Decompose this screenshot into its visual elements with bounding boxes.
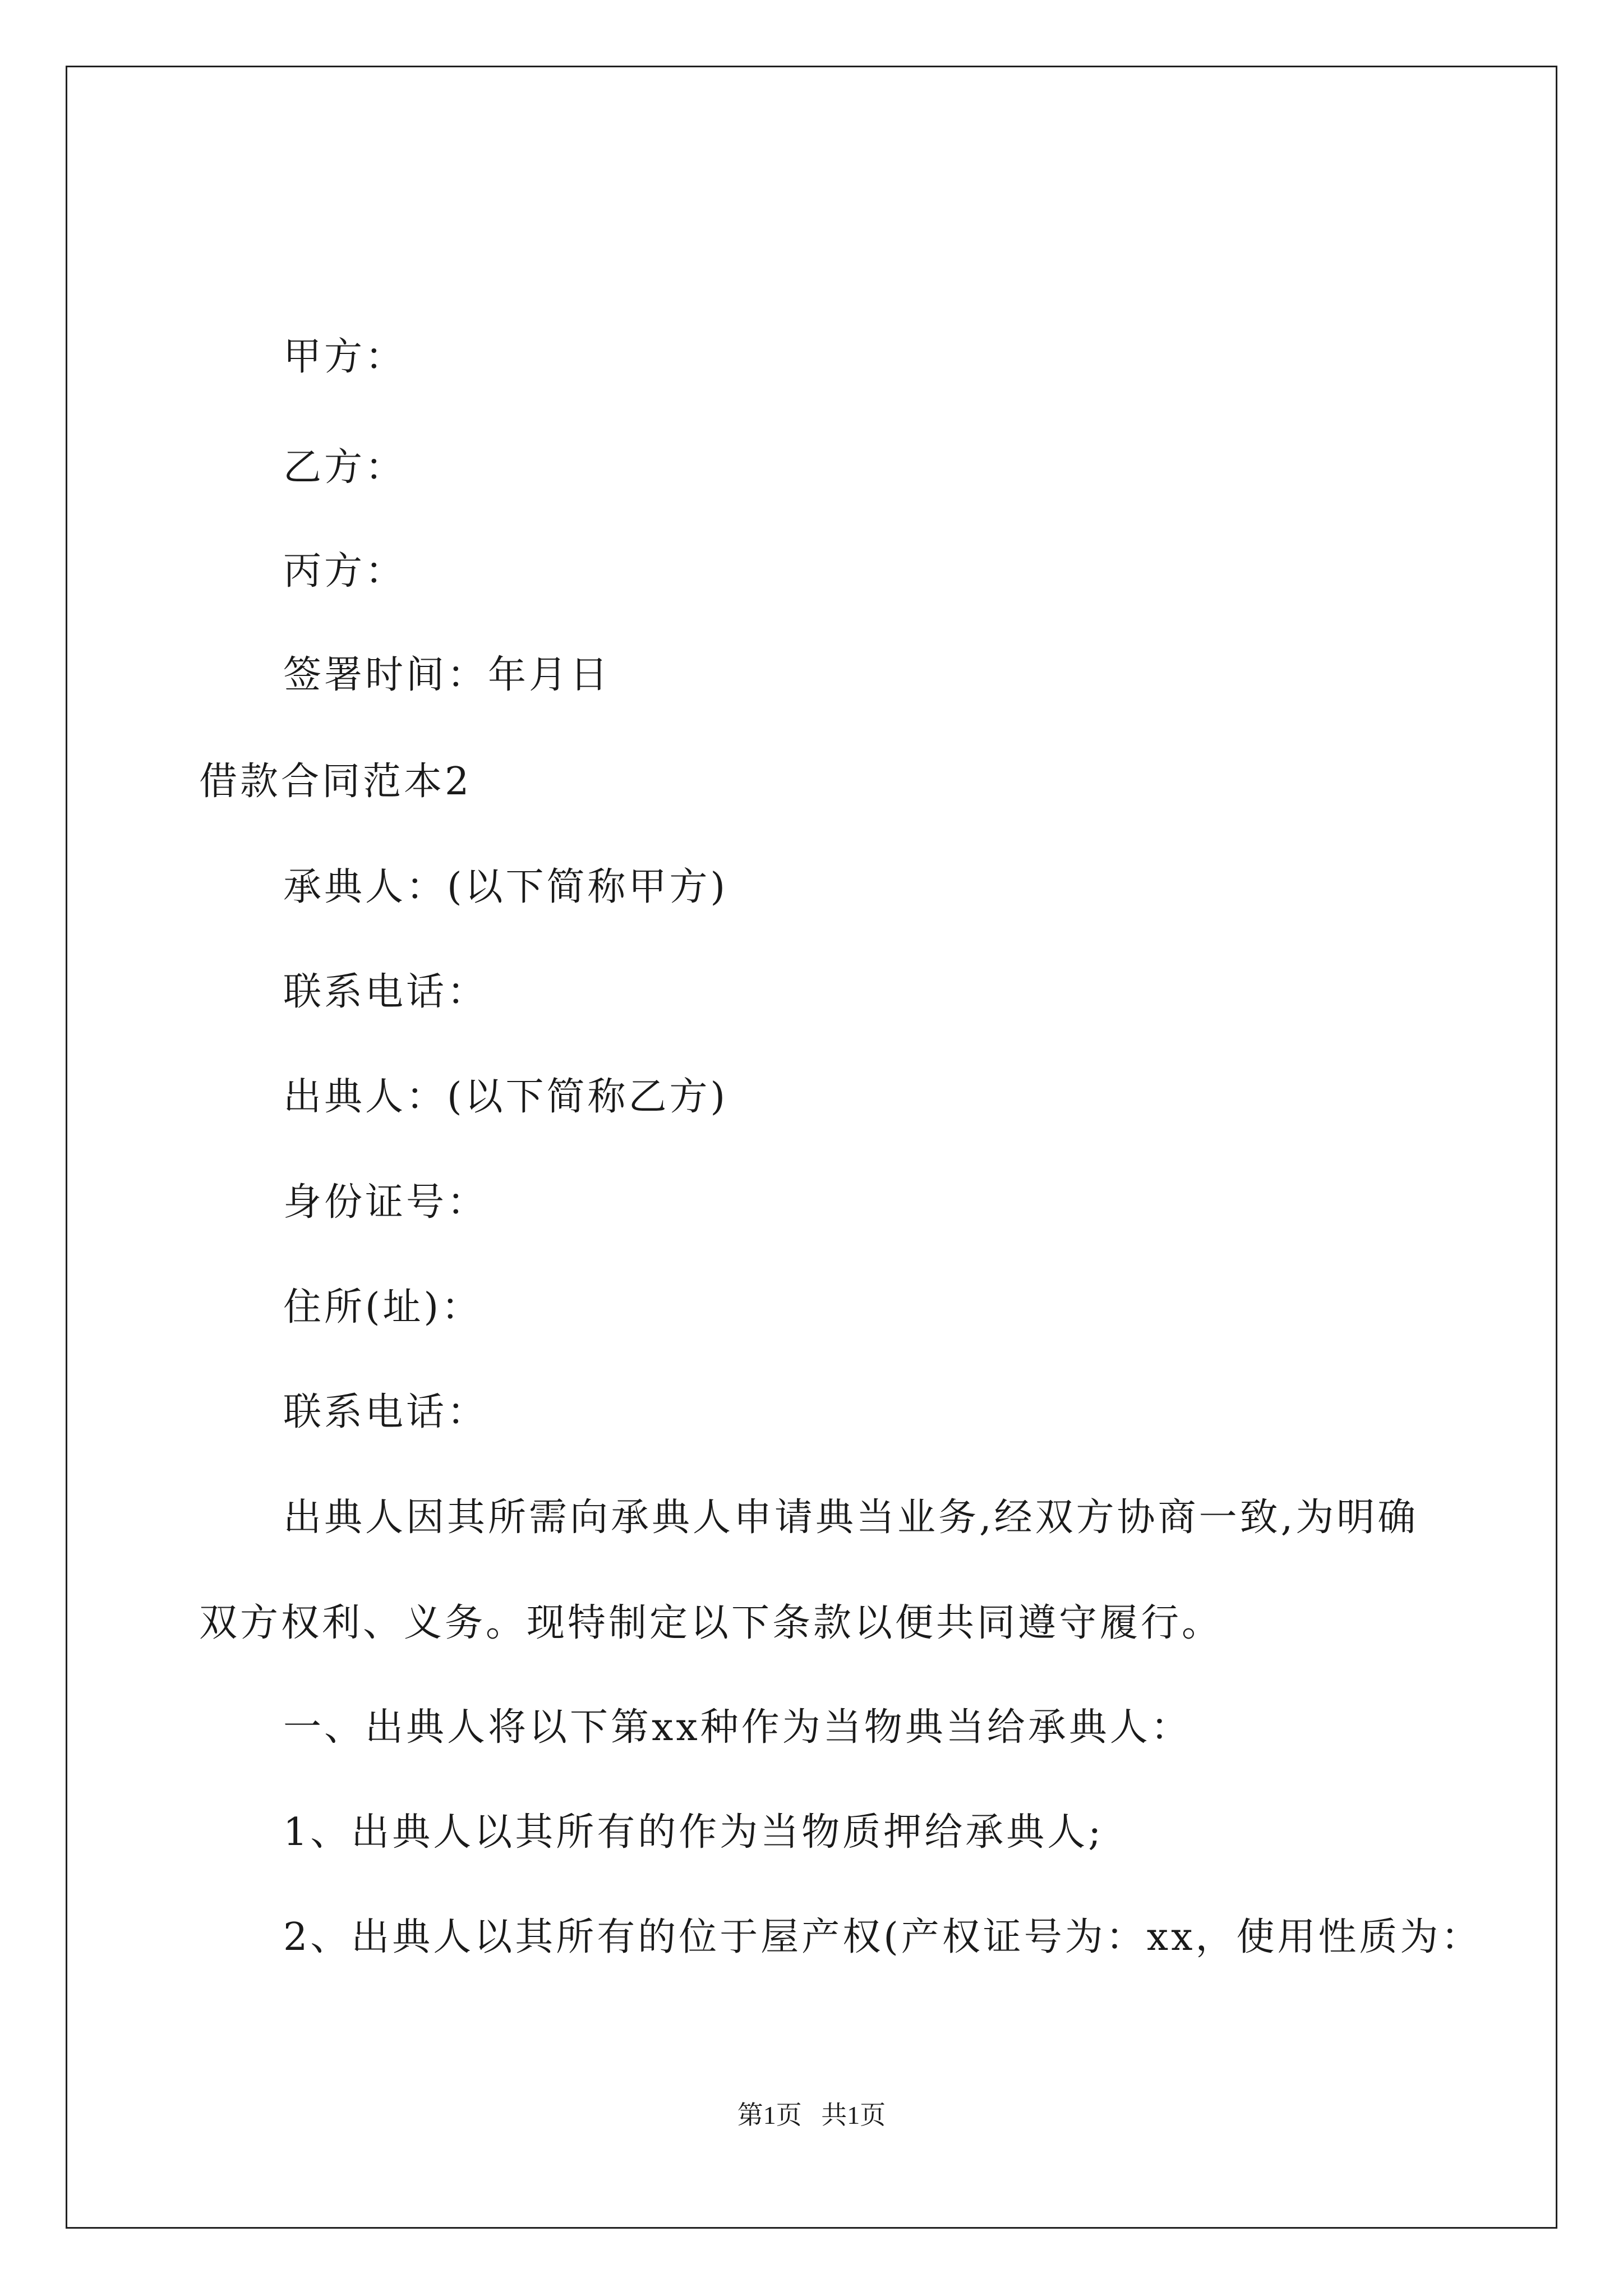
intro-paragraph-line-1: 出典人因其所需向承典人申请典当业务,经双方协商一致,为明确 (283, 1496, 1419, 1540)
page-number: 第1页 (737, 2101, 802, 2129)
intro-paragraph-line-2: 双方权利、义务。现特制定以下条款以便共同遵守履行。 (199, 1601, 1223, 1645)
section-heading: 借款合同范本2 (199, 760, 472, 804)
address-line: 住所(址)： (283, 1285, 483, 1329)
pawnee-line: 承典人：(以下简称甲方) (283, 865, 728, 909)
pawnee-phone-line: 联系电话： (283, 970, 488, 1014)
party-c-line: 丙方： (283, 549, 407, 593)
pawnor-phone-line: 联系电话： (283, 1390, 488, 1434)
clause-1-line: 一、出典人将以下第xx种作为当物典当给承典人： (283, 1705, 1192, 1750)
id-number-line: 身份证号： (283, 1180, 488, 1225)
page-border (66, 66, 1557, 2229)
page-footer (0, 2102, 1623, 2128)
clause-1-item-1: 1、出典人以其所有的作为当物质押给承典人; (283, 1810, 1104, 1855)
clause-1-item-2: 2、出典人以其所有的位于屋产权(产权证号为：xx，使用性质为： (283, 1915, 1482, 1959)
pawnor-line: 出典人：(以下简称乙方) (283, 1075, 728, 1119)
signing-date-line: 签署时间：年月日 (283, 653, 611, 697)
party-a-line: 甲方： (283, 335, 407, 379)
party-b-line: 乙方： (283, 445, 407, 490)
page-total: 共1页 (821, 2101, 886, 2129)
